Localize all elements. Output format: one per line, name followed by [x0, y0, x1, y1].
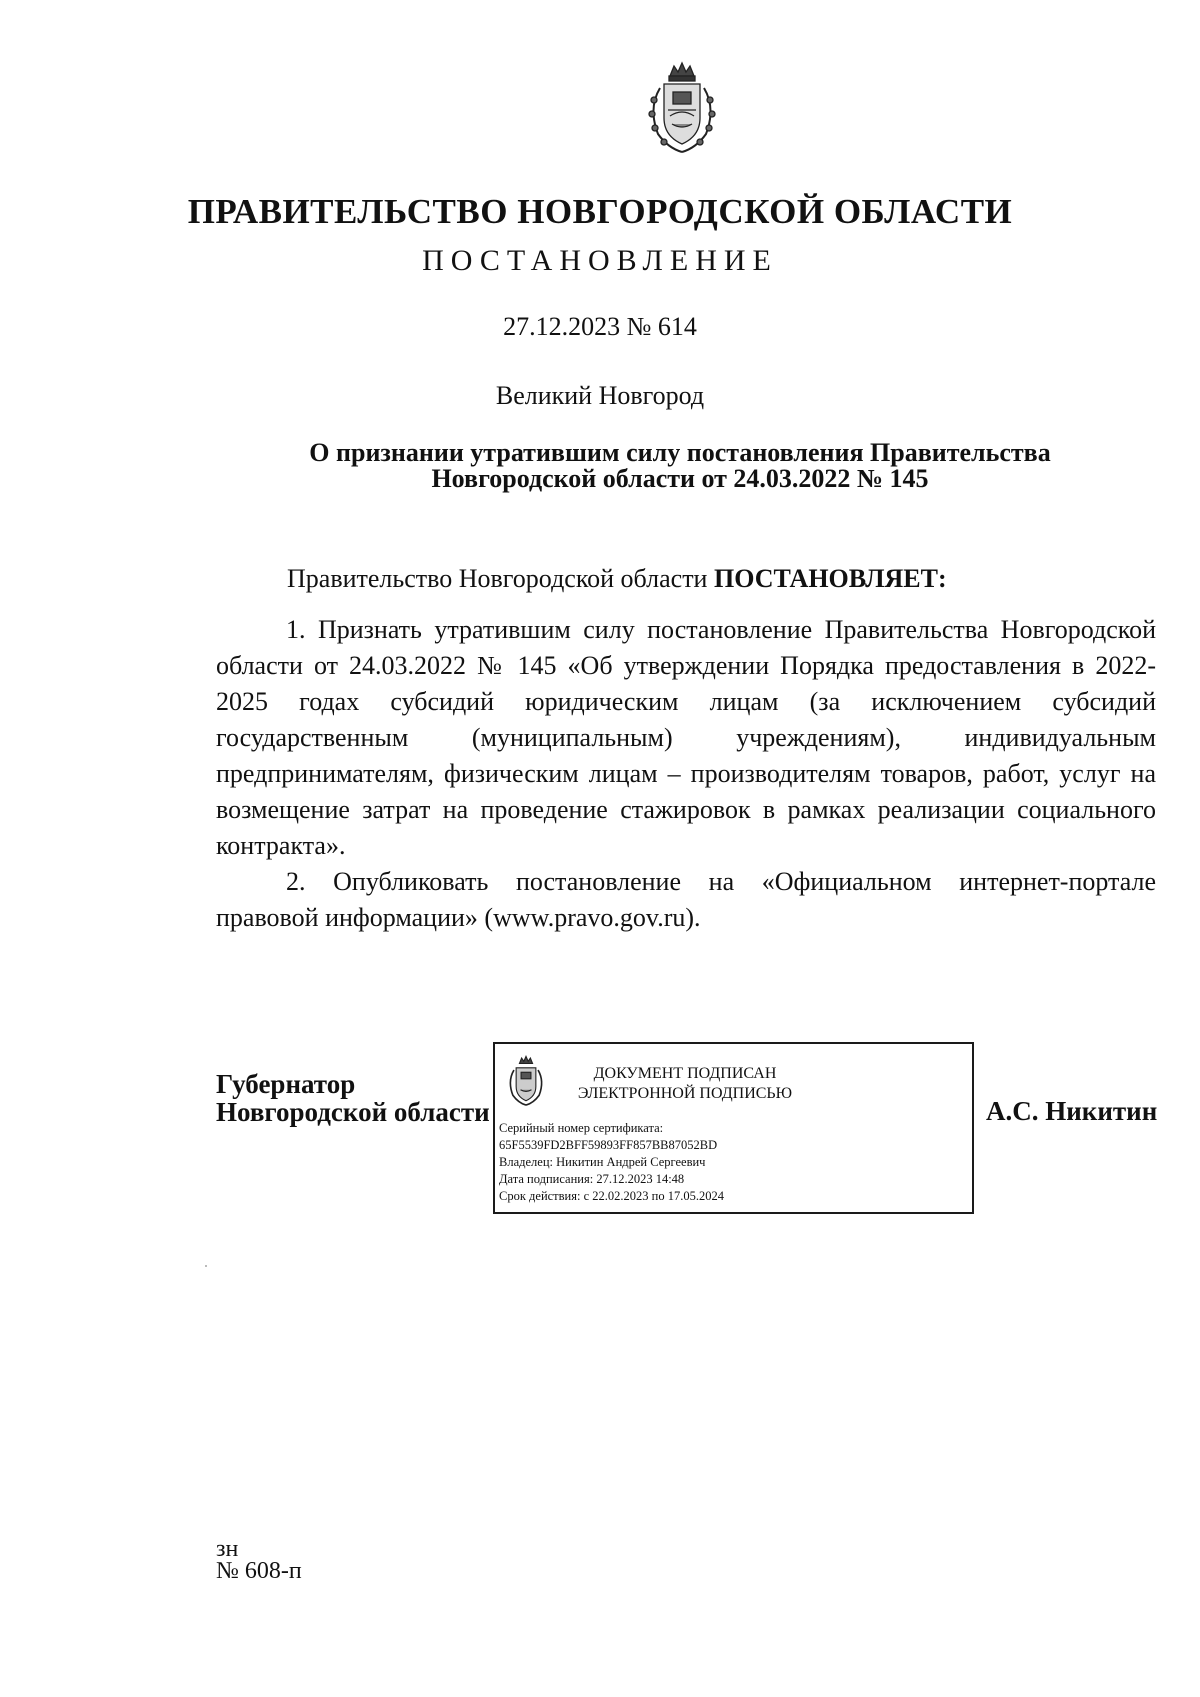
document-title — [140, 440, 1200, 492]
stamp-emblem-icon — [503, 1052, 549, 1110]
signatory-name: А.С. Никитин — [986, 1096, 1158, 1126]
city: Великий Новгород — [495, 381, 705, 410]
stamp-details — [499, 1120, 724, 1205]
footer-line-2: № 608-п — [216, 1558, 302, 1584]
footer-note — [216, 1538, 302, 1582]
coat-of-arms-icon — [640, 58, 724, 158]
document-date-number: 27.12.2023 № 614 — [503, 312, 697, 341]
intro-keyword: ПОСТАНОВЛЯЕТ: — [713, 564, 947, 593]
paragraph-item-2 — [216, 864, 1156, 936]
item-1-text: 1. Признать утратившим силу постановление Правительства Новгородской области от 24.03.2022 № 145 «Об утверждении Порядка предоставления в 2022-2025 годах субсидий юридическим лицам (за исключением субсидий государственным (муниципальным) учреждениям), индивидуальным предпринимателям, физическим лицам – производителям товаров, работ, услуг на возмещение затрат на проведение стажировок в рамках реализации социального контракта». — [216, 615, 1156, 860]
cert-owner: Владелец: Никитин Андрей Сергеевич — [499, 1155, 706, 1169]
paragraph-item-1 — [216, 612, 1156, 864]
title-line-1: О признании утратившим силу постановления Правительства — [309, 438, 1051, 467]
resolution-intro — [287, 564, 947, 594]
position-line-1: Губернатор — [216, 1069, 356, 1099]
cert-validity: Срок действия: с 22.02.2023 по 17.05.2024 — [499, 1189, 724, 1203]
signatory-position — [216, 1070, 490, 1126]
organization-name: ПРАВИТЕЛЬСТВО НОВГОРОДСКОЙ ОБЛАСТИ — [187, 192, 1013, 231]
stamp-header-line-1: ДОКУМЕНТ ПОДПИСАН — [593, 1065, 777, 1082]
position-line-2: Новгородской области — [216, 1097, 490, 1127]
cert-number: 65F5539FD2BFF59893FF857BB87052BD — [499, 1138, 718, 1152]
stamp-header-line-2: ЭЛЕКТРОННОЙ ПОДПИСЬЮ — [577, 1085, 793, 1102]
title-line-2: Новгородской области от 24.03.2022 № 145 — [431, 464, 929, 493]
cert-label: Серийный номер сертификата: — [499, 1121, 664, 1135]
item-2-text: 2. Опубликовать постановление на «Официальном интернет-портале правовой информации» (www.pravo.gov.ru). — [216, 867, 1156, 932]
intro-text: Правительство Новгородской области — [287, 564, 714, 593]
document-type: ПОСТАНОВЛЕНИЕ — [422, 244, 778, 277]
scan-dot — [205, 1265, 207, 1267]
electronic-signature-stamp — [493, 1042, 974, 1214]
stamp-header — [565, 1064, 805, 1104]
signed-date: Дата подписания: 27.12.2023 14:48 — [499, 1172, 685, 1186]
footer-line-1: зн — [216, 1536, 239, 1562]
